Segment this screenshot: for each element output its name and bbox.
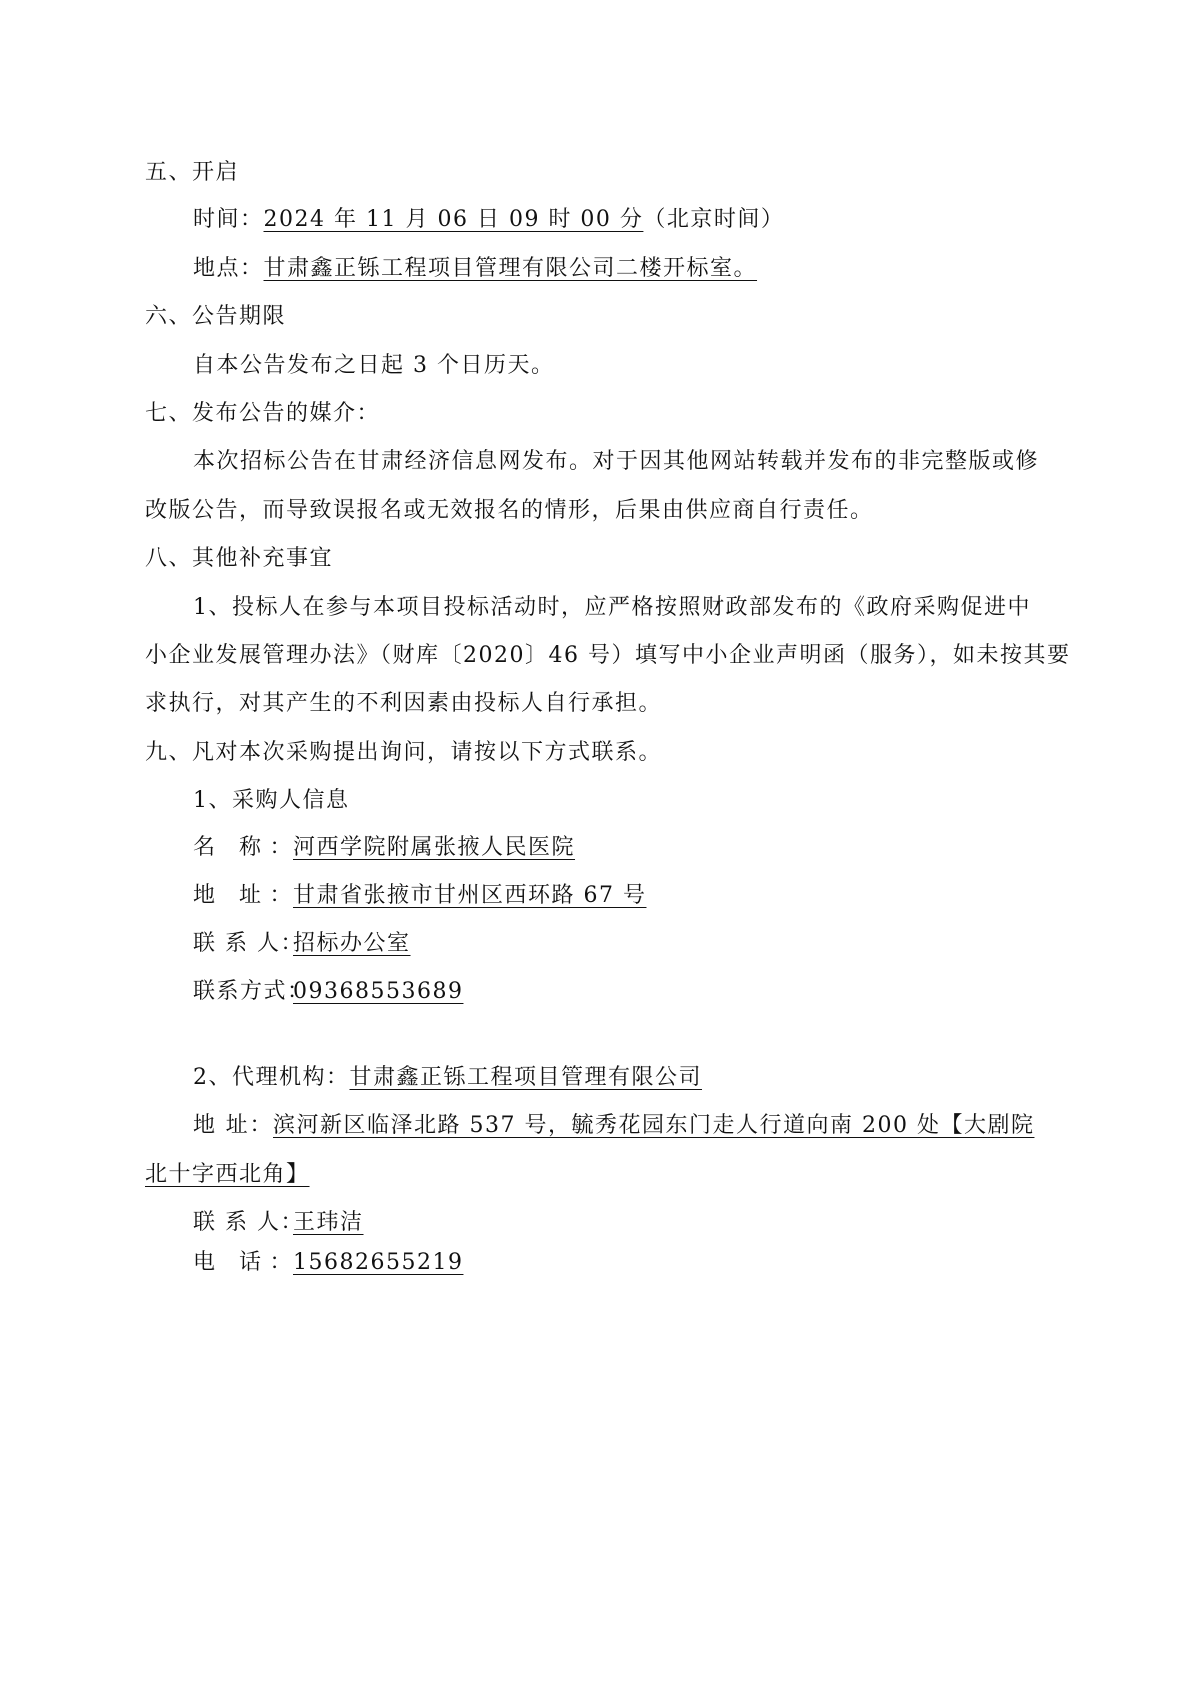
section-9-heading: 九、凡对本次采购提出询问，请按以下方式联系。 [145,740,663,765]
agency-contact-value: 王玮洁 [293,1210,364,1235]
opening-place-line [193,254,757,284]
purchaser-name-value: 河西学院附属张掖人民医院 [293,835,576,860]
opening-time-label: 时间： [193,207,264,232]
purchaser-address-value: 甘肃省张掖市甘州区西环路 67 号 [293,883,647,908]
agency-address-line-1 [193,1111,1034,1141]
agency-contact-label: 联 系 人： [193,1210,304,1235]
opening-place-value: 甘肃鑫正铄工程项目管理有限公司二楼开标室。 [263,256,758,281]
purchaser-name-line [193,833,575,863]
supplement-paragraph-line-2: 小企业发展管理办法》（财库〔2020〕46 号）填写中小企业声明函（服务），如未按其要 [145,643,1071,668]
supplement-paragraph-line-1: 1、投标人在参与本项目投标活动时，应严格按照财政部发布的《政府采购促进中 [193,595,1031,620]
purchaser-info-title: 1、采购人信息 [193,788,350,813]
purchaser-contact-line [193,929,411,959]
media-paragraph-line-1: 本次招标公告在甘肃经济信息网发布。对于因其他网站转载并发布的非完整版或修 [193,449,1040,474]
agency-phone-line [193,1248,463,1278]
section-5-heading: 五、开启 [145,160,240,185]
purchaser-name-label: 名 称： [193,835,293,860]
purchaser-address-label: 地 址： [193,883,293,908]
agency-phone-label: 电 话： [193,1250,293,1275]
agency-title-line [193,1063,702,1093]
purchaser-phone-value: 09368553689 [293,979,464,1004]
agency-address-line-2 [145,1160,310,1190]
section-8-heading: 八、其他补充事宜 [145,546,334,571]
agency-title-value: 甘肃鑫正铄工程项目管理有限公司 [349,1065,703,1090]
purchaser-phone-line [193,977,463,1007]
notice-period-text: 自本公告发布之日起 3 个日历天。 [193,353,555,378]
purchaser-phone-label: 联系方式： [193,979,311,1004]
opening-time-suffix: （北京时间） [643,207,785,232]
agency-title-label: 2、代理机构： [193,1065,350,1090]
section-6-heading: 六、公告期限 [145,304,287,329]
media-paragraph-line-2: 改版公告，而导致误报名或无效报名的情形，后果由供应商自行责任。 [145,498,874,523]
agency-address-value-line-1: 滨河新区临泽北路 537 号，毓秀花园东门走人行道向南 200 处【大剧院 [273,1113,1035,1138]
supplement-paragraph-line-3: 求执行，对其产生的不利因素由投标人自行承担。 [145,691,663,716]
section-7-heading: 七、发布公告的媒介： [145,401,381,426]
agency-address-value-line-2: 北十字西北角】 [145,1162,310,1187]
opening-time-line [193,205,784,235]
opening-place-label: 地点： [193,256,264,281]
opening-time-value: 2024 年 11 月 06 日 09 时 00 分 [263,207,644,232]
purchaser-contact-value: 招标办公室 [293,931,411,956]
agency-contact-line [193,1208,364,1238]
agency-phone-value: 15682655219 [293,1250,464,1275]
agency-address-label: 地 址： [193,1113,273,1138]
purchaser-address-line [193,881,646,911]
purchaser-contact-label: 联 系 人： [193,931,304,956]
